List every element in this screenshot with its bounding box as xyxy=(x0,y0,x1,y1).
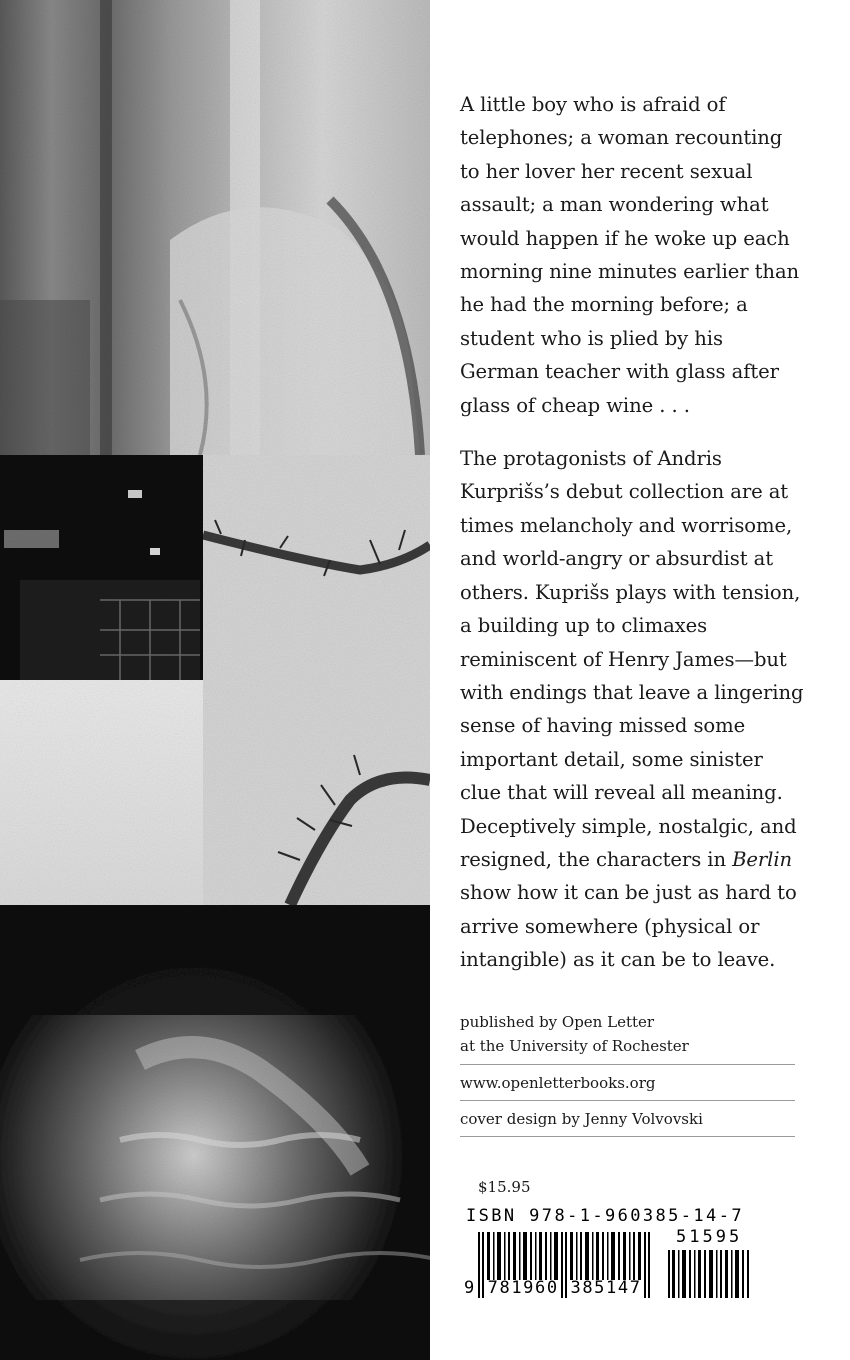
book-title: Berlin xyxy=(732,847,793,871)
isbn-barcode xyxy=(460,1200,760,1310)
blurb-paragraph-2-ending: show how it can be just as hard to arrive somewhere (physical or intangible) as it can be to leave. xyxy=(460,881,797,972)
photo-panel-curtain xyxy=(0,0,430,455)
publisher-credits xyxy=(460,1010,795,1137)
photo-panel-thorny-stems xyxy=(203,455,430,905)
ean-digits: 9 781960 385147 xyxy=(464,1278,642,1298)
photo-panel-night-building xyxy=(0,455,203,680)
blurb-paragraph-2 xyxy=(460,442,805,977)
photo-panel-pale-square xyxy=(0,680,203,905)
publisher-line-2: at the University of Rochester xyxy=(460,1037,689,1055)
isbn-label: ISBN 978-1-960385-14-7 xyxy=(466,1206,744,1226)
addon-bars xyxy=(668,1250,749,1298)
price-label: $15.95 xyxy=(478,1178,531,1196)
cover-design-credit: cover design by Jenny Volvovski xyxy=(460,1101,795,1137)
blurb-paragraph-1: A little boy who is afraid of telephones; a woman recounting to her lover her recent sexual assault; a man wondering what would happen if he woke up each morning nine minutes earlier than he had the morning before; a student who is plied by his German teacher with glass after glass of cheap wine . . . xyxy=(460,93,800,417)
publisher-block xyxy=(460,1010,795,1065)
publisher-website: www.openletterbooks.org xyxy=(460,1065,795,1101)
publisher-line-1: published by Open Letter xyxy=(460,1013,655,1031)
blurb-paragraph-2-text: The protagonists of Andris Kurprišs’s debut collection are at times melancholy and worrisome, and world-angry or absurdist at others. Kuprišs plays with tension, a building up to climaxes reminiscent of Henry James—but with endings that leave a lingering sense of having missed some important detail, some sinister clue that will reveal all meaning. Deceptively simple, nostalgic, and resigned, the characters in xyxy=(460,447,804,871)
back-cover-blurb xyxy=(460,88,805,977)
photo-panel-water-reflection xyxy=(0,905,430,1360)
addon-digits: 51595 xyxy=(676,1227,743,1247)
